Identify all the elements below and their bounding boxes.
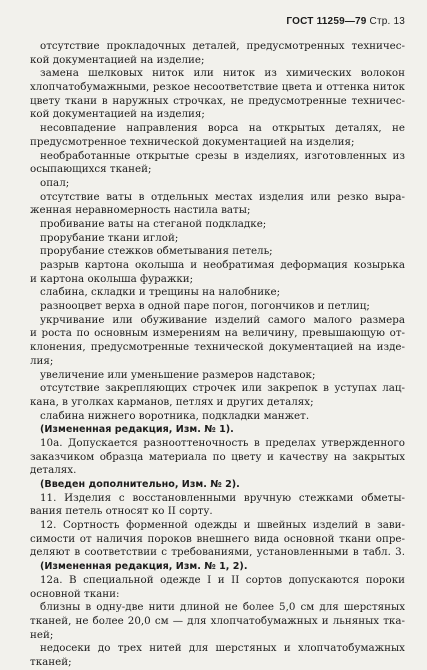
text-line: несовпадение направления ворса на открытых деталях, не bbox=[40, 122, 405, 135]
text-line: кана, в уголках карманов, петлях и других деталях; bbox=[30, 395, 314, 408]
text-line: лия; bbox=[30, 354, 54, 367]
text-line: клонения, предусмотренные технической документацией на изде- bbox=[30, 341, 405, 354]
text-line: 12. Сортность форменной одежды и швейных изделий в зави- bbox=[40, 519, 405, 532]
text-line: слабина, складки и трещины на налобнике; bbox=[40, 286, 281, 299]
text-line: симости от наличия пороков внешнего вида основной ткани опре- bbox=[30, 532, 405, 545]
text-line: и картона околыша фуражки; bbox=[30, 272, 194, 285]
text-line: кой документацией на изделие; bbox=[30, 53, 205, 66]
text-line: тканей, не более 20,0 см — для хлопчатобумажных и льняных тка- bbox=[30, 614, 405, 627]
text-line: ней; bbox=[30, 628, 54, 641]
text-line: вания петель относят ко II сорту. bbox=[30, 505, 213, 518]
document-body bbox=[30, 40, 405, 670]
text-line: отсутствие ваты в отдельных местах изделия или резко выра- bbox=[40, 190, 405, 203]
text-line: укрчивание или обуживание изделий самого малого размера bbox=[40, 313, 405, 326]
text-line: цвету ткани в наружных строчках, не предусмотренные техничес- bbox=[30, 94, 405, 107]
text-line: деталях. bbox=[30, 464, 77, 477]
text-line: тканей; bbox=[30, 655, 72, 668]
text-line: хлопчатобумажными, резкое несоответствие цвета и оттенка ниток bbox=[30, 81, 405, 94]
amendment-note: (Измененная редакция, Изм. № 1, 2). bbox=[40, 561, 248, 573]
text-line: недосеки до трех нитей для шерстяных и хлопчатобумажных bbox=[40, 642, 405, 655]
text-line: предусмотренное технической документацией на изделия; bbox=[30, 135, 355, 148]
text-line: отсутствие закрепляющих строчек или закрепок в уступах лац- bbox=[40, 382, 405, 395]
page-number: Стр. 13 bbox=[369, 16, 405, 27]
text-line: женная неравномерность настила ваты; bbox=[30, 204, 251, 217]
amendment-note: (Измененная редакция, Изм. № 1). bbox=[40, 424, 234, 436]
text-line: прорубание ткани иглой; bbox=[40, 231, 179, 244]
text-line: прорубание стежков обметывания петель; bbox=[40, 245, 273, 258]
text-line: деляют в соответствии с требованиями, установленными в табл. 3. bbox=[30, 546, 405, 559]
text-line: отсутствие прокладочных деталей, предусмотренных техничес- bbox=[40, 40, 405, 52]
text-line: 11. Изделия с восстановленными вручную стежками обметы- bbox=[40, 491, 405, 504]
text-line: 12а. В специальной одежде I и II сортов допускаются пороки bbox=[40, 573, 405, 586]
text-line: разрыв картона околыша и необратимая деформация козырька bbox=[40, 259, 405, 271]
text-line: разнооцвет верха в одной паре погон, погончиков и петлиц; bbox=[40, 300, 370, 313]
text-line: близны в одну-две нити длиной не более 5,0 см для шерстяных bbox=[40, 601, 405, 614]
text-line: осыпающихся тканей; bbox=[30, 163, 152, 176]
text-line: заказчиком образца материала по цвету и качеству на закрытых bbox=[30, 450, 405, 463]
text-line: 10а. Допускается разнооттеночность в пределах утвержденного bbox=[40, 436, 405, 449]
standard-code: ГОСТ 11259—79 bbox=[286, 16, 367, 27]
text-line: опал; bbox=[40, 176, 70, 189]
text-line: пробивание ваты на стеганой подкладке; bbox=[40, 217, 267, 230]
text-line: необработанные открытые срезы в изделиях, изготовленных из bbox=[40, 149, 405, 162]
text-line: увеличение или уменьшение размеров надставок; bbox=[40, 368, 316, 381]
page-header bbox=[30, 16, 405, 30]
amendment-note: (Введен дополнительно, Изм. № 2). bbox=[40, 479, 240, 490]
text-line: и роста по основным измерениям на величину, превышающую от- bbox=[30, 327, 405, 340]
text-line: слабина нижнего воротника, подкладки манжет. bbox=[40, 409, 310, 422]
text-line: кой документацией на изделия; bbox=[30, 108, 205, 121]
text-line: основной ткани: bbox=[30, 587, 120, 600]
text-line: замена шелковых ниток или ниток из химических волокон bbox=[40, 67, 405, 80]
